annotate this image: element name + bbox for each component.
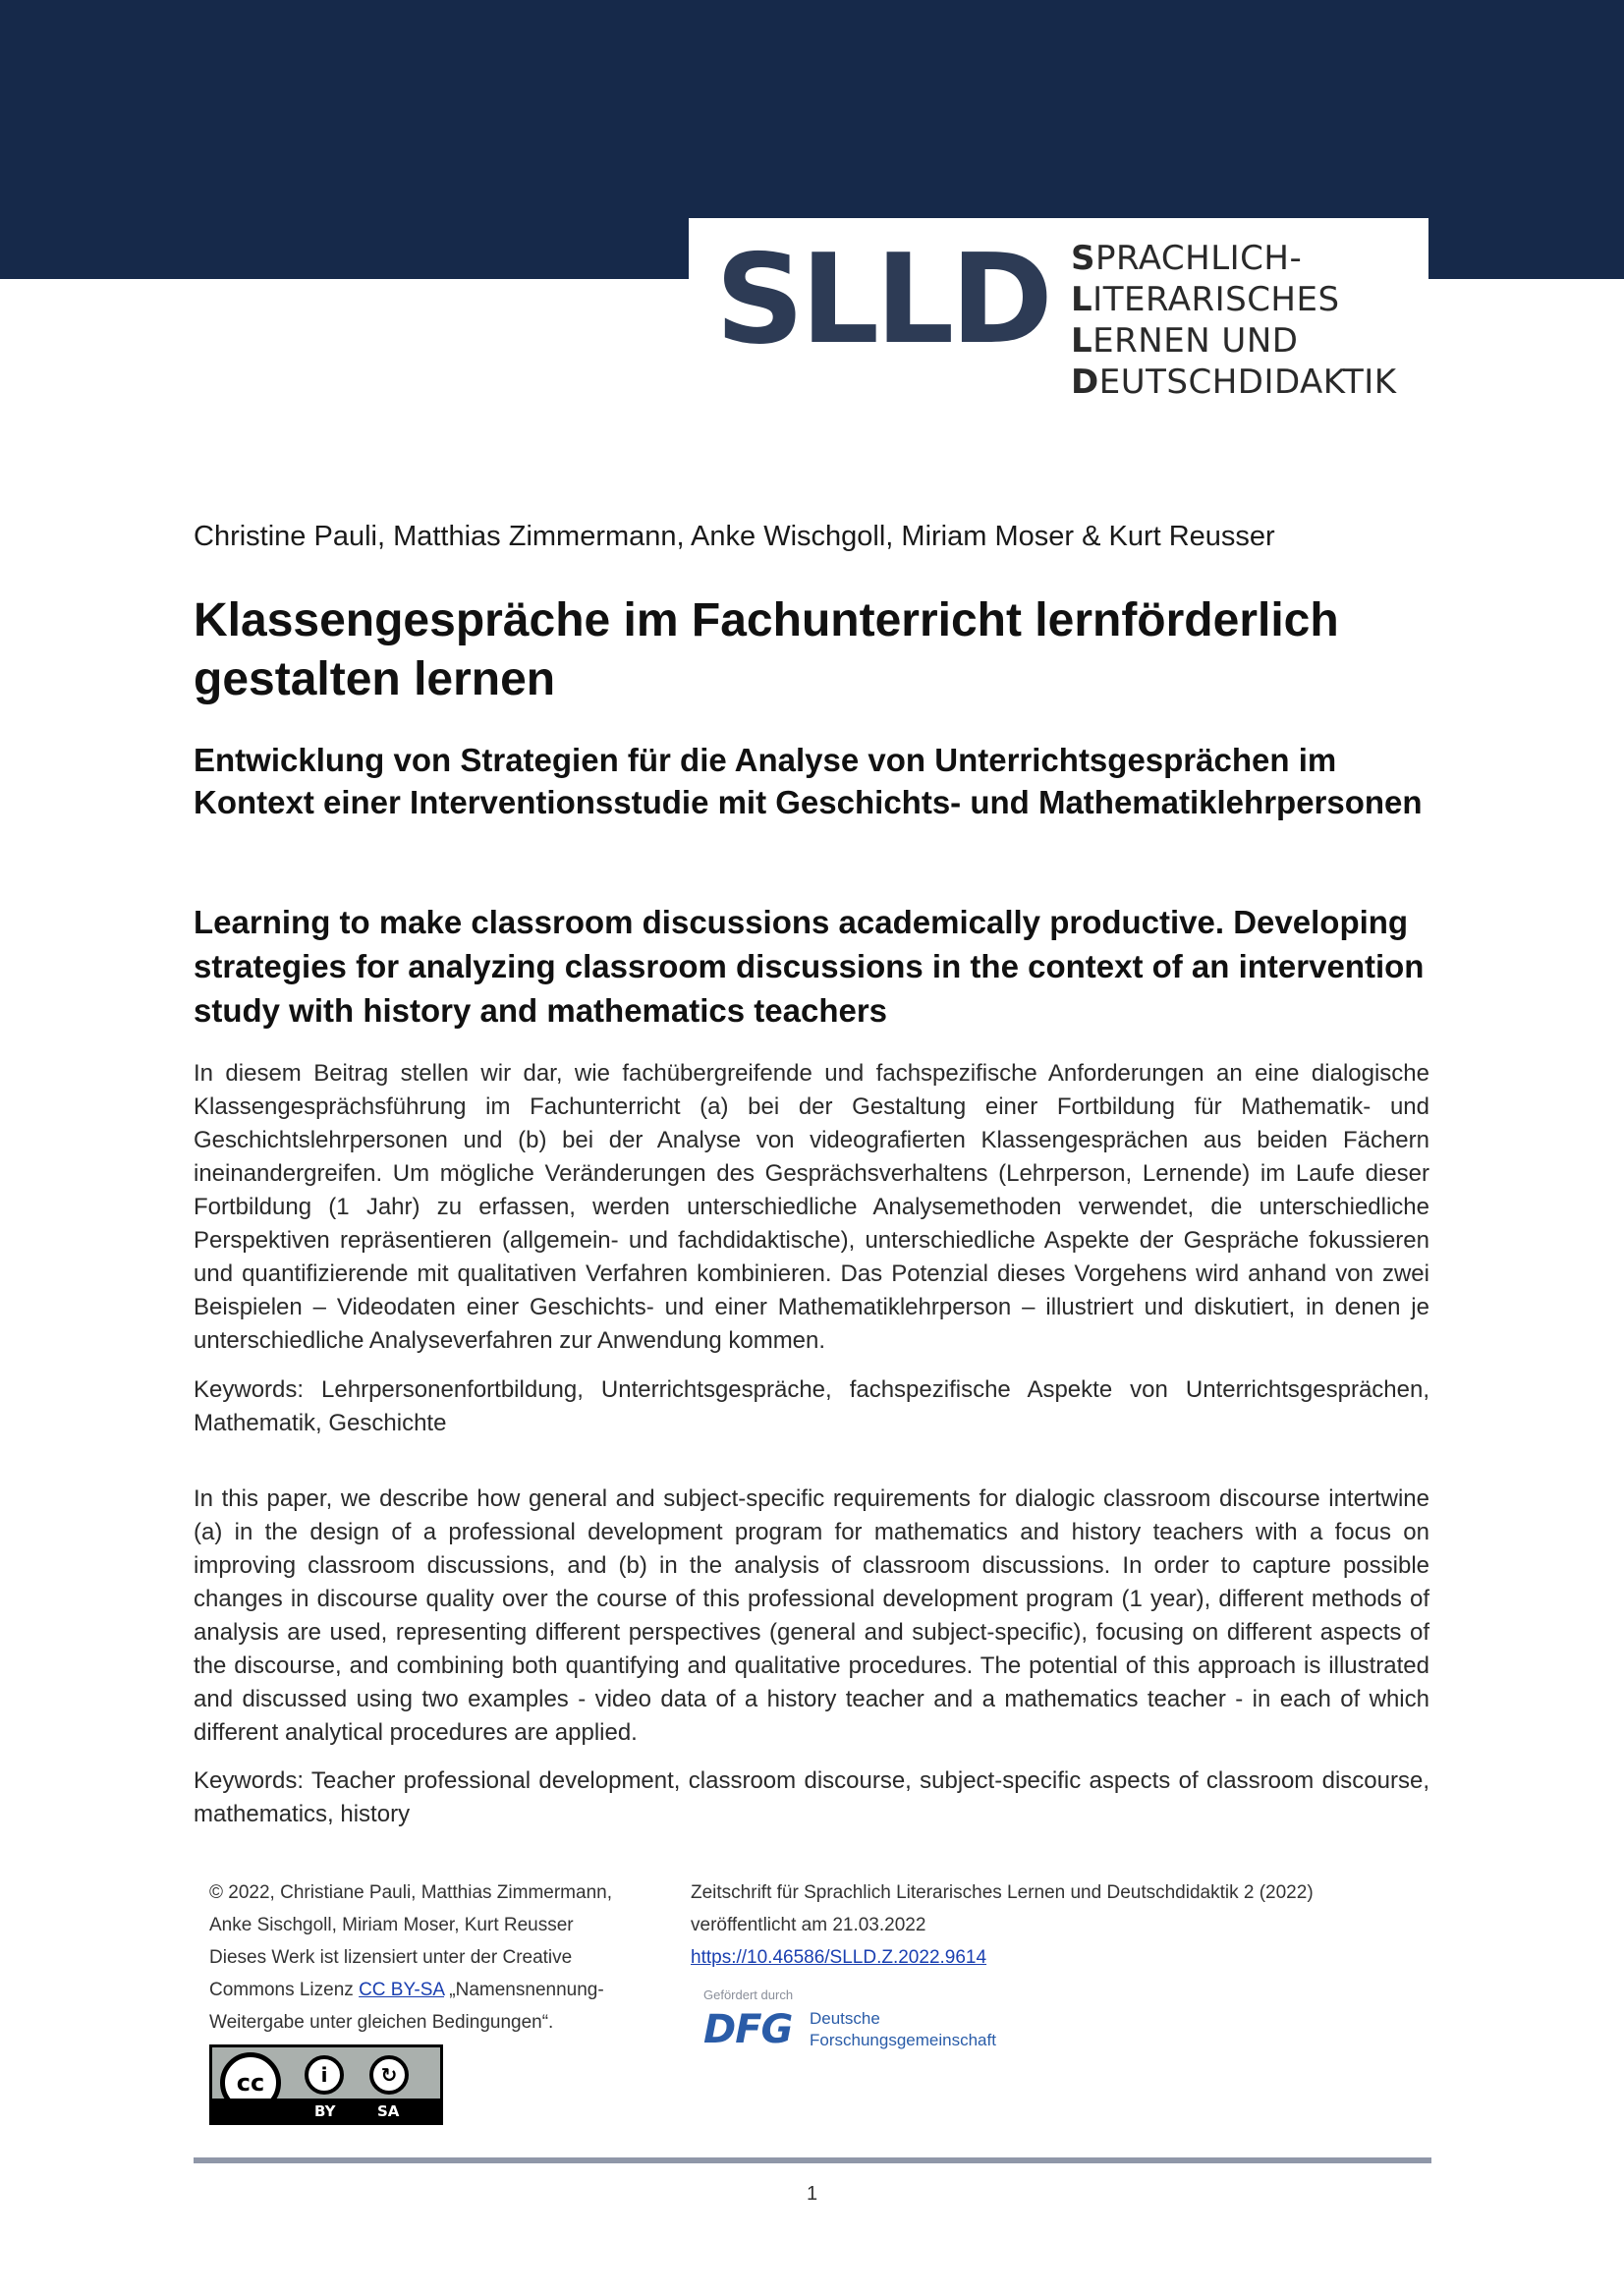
page-number: 1 <box>806 2183 818 2205</box>
copyright-notice: © 2022, Christiane Pauli, Matthias Zimmermann, Anke Sischgoll, Miriam Moser, Kurt Reusser Dieses Werk ist lizensiert unter der Creative Commons Lizenz CC BY-SA „Namensnennung- Weitergabe unter gleichen Bedingungen“. <box>209 1882 612 2033</box>
dfg-logo: DFG <box>703 2007 793 2052</box>
journal-logo <box>689 218 1428 415</box>
article-subtitle: Entwicklung von Strategien für die Analyse von Unterrichtsgesprächen im Kontext einer Interventionsstudie mit Geschichts- und Mathematiklehrpersonen <box>194 742 1423 820</box>
doi-link[interactable]: https://10.46586/SLLD.Z.2022.9614 <box>691 1947 987 1968</box>
english-title: Learning to make classroom discussions academically productive. Developing strategies for analyzing classroom discussions in the context of an intervention study with history and mathematics teachers <box>194 904 1425 1029</box>
logo-line: LITERARISCHES <box>1071 280 1340 319</box>
journal-info <box>691 1876 1437 1974</box>
license-link[interactable]: CC BY-SA <box>359 1980 445 2000</box>
footer-divider <box>194 2157 1431 2163</box>
logo-line: DEUTSCHDIDAKTIK <box>1071 363 1397 402</box>
logo-line: SPRACHLICH- <box>1071 239 1303 278</box>
cc-by-label: BY <box>314 2102 336 2120</box>
keywords-german: Keywords: Lehrpersonenfortbildung, Unterrichtsgespräche, fachspezifische Aspekte von Unterrichtsgesprächen, Mathematik, Geschichte <box>194 1376 1429 1436</box>
abstract-english: In this paper, we describe how general and subject-specific requirements for dialogic classroom discourse intertwine (a) in the design of a professional development program for mathematics and history teachers with a focus on improving classroom discussions, and (b) in the analysis of classroom discussions. In order to capture possible changes in discourse quality over the course of this professional development program (1 year), different methods of analysis are used, representing different perspectives (general and subject-specific), focusing on different aspects of the discourse, and combining both quantifying and qualitative procedures. The potential of this approach is illustrated and discussed using two examples - video data of a history teacher and a mathematics teacher - in each of which different analytical procedures are applied. <box>194 1485 1429 1746</box>
dfg-name: Deutsche Forschungsgemeinschaft <box>810 2009 996 2049</box>
cc-by-sa-badge <box>209 2044 443 2125</box>
keywords-english: Keywords: Teacher professional development, classroom discourse, subject-specific aspects of classroom discourse, mathematics, history <box>194 1767 1429 1827</box>
cc-sa-label: SA <box>377 2102 400 2120</box>
logo-mark: SLLD <box>715 227 1049 371</box>
logo-wordmark <box>1071 238 1397 403</box>
article-title: Klassengespräche im Fachunterricht lernförderlich gestalten lernen <box>194 594 1339 705</box>
publication-date: veröffentlicht am 21.03.2022 <box>691 1915 926 1935</box>
funded-by-label: Gefördert durch <box>703 1987 794 2002</box>
cc-icon: cc <box>220 2052 281 2113</box>
journal-name: Zeitschrift für Sprachlich Literarisches Lernen und Deutschdidaktik 2 (2022) <box>691 1882 1314 1903</box>
logo-line: LERNEN UND <box>1071 321 1299 361</box>
author-list: Christine Pauli, Matthias Zimmermann, Anke Wischgoll, Miriam Moser & Kurt Reusser <box>194 521 1275 552</box>
share-alike-icon: ↻ <box>369 2055 409 2095</box>
attribution-icon: i <box>305 2055 344 2095</box>
abstract-german: In diesem Beitrag stellen wir dar, wie fachübergreifende und fachspezifische Anforderungen an eine dialogische Klassengesprächsführung im Fachunterricht (a) bei der Gestaltung einer Fortbildung für Mathematik- und Geschichtslehrpersonen und (b) bei der Analyse von videografierten Klassengesprächen aus beiden Fächern ineinandergreifen. Um mögliche Veränderungen des Gesprächsverhaltens (Lehrperson, Lernende) im Laufe dieser Fortbildung (1 Jahr) zu erfassen, werden unterschiedliche Analysemethoden verwendet, die unterschiedliche Perspektiven repräsentieren (allgemein- und fachdidaktische), unterschiedliche Aspekte der Gespräche fokussieren und quantifizierende mit qualitativen Verfahren kombinieren. Das Potenzial dieses Vorgehens wird anhand von zwei Beispielen – Videodaten einer Geschichts- und einer Mathematiklehrperson – illustriert und diskutiert, in denen je unterschiedliche Analyseverfahren zur Anwendung kommen. <box>194 1060 1429 1354</box>
